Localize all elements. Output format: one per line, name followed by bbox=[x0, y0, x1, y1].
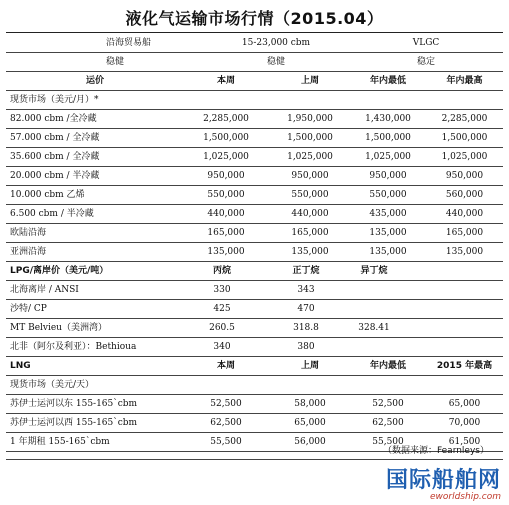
title-divider bbox=[6, 32, 503, 33]
this-week-value: 950,000 bbox=[207, 171, 245, 181]
this-week-value: 1,500,000 bbox=[203, 133, 249, 143]
last-week-value: 58,000 bbox=[294, 399, 326, 409]
n-butane-value: 380 bbox=[297, 342, 315, 352]
spot-section-title bbox=[6, 91, 503, 110]
year-high-value: 560,000 bbox=[445, 190, 484, 200]
col-this-week: 本周 bbox=[216, 361, 235, 371]
last-week-value: 1,025,000 bbox=[287, 152, 333, 162]
col-n-butane: 正丁烷 bbox=[292, 266, 320, 276]
row-label: 6.500 cbm / 半冷藏 bbox=[10, 209, 94, 219]
table-row bbox=[6, 395, 503, 414]
last-week-value: 1,500,000 bbox=[287, 133, 333, 143]
table-row bbox=[6, 205, 503, 224]
watermark-logo-text: 国际船舶网 bbox=[385, 468, 501, 493]
row-label: 20.000 cbm / 半冷藏 bbox=[10, 171, 100, 181]
year-high-value: 65,000 bbox=[448, 399, 481, 409]
year-high-value: 135,000 bbox=[445, 247, 484, 257]
row-label: 57.000 cbm / 全冷藏 bbox=[10, 133, 100, 143]
col-year-low: 年内最低 bbox=[369, 361, 406, 371]
this-week-value: 440,000 bbox=[207, 209, 245, 219]
col-last-week: 上周 bbox=[300, 361, 319, 371]
propane-value: 340 bbox=[213, 342, 231, 352]
year-high-value: 1,500,000 bbox=[441, 133, 488, 143]
year-low-value: 52,500 bbox=[372, 399, 404, 409]
year-low-value: 135,000 bbox=[369, 228, 407, 238]
table-row bbox=[6, 148, 503, 167]
last-week-value: 135,000 bbox=[291, 247, 329, 257]
last-week-value: 550,000 bbox=[291, 190, 329, 200]
propane-value: 260.5 bbox=[209, 323, 235, 333]
this-week-value: 2,285,000 bbox=[203, 114, 249, 124]
this-week-value: 135,000 bbox=[207, 247, 245, 257]
col-last-week: 上周 bbox=[300, 76, 319, 86]
lng-spot-title: 现货市场（美元/天） bbox=[10, 380, 95, 390]
n-butane-value: 343 bbox=[297, 285, 315, 295]
row-label: 苏伊士运河以西 155-165`cbm bbox=[10, 418, 138, 428]
row-label: 35.600 cbm / 全冷藏 bbox=[10, 152, 100, 162]
year-high-value: 1,025,000 bbox=[441, 152, 488, 162]
header-row-columns bbox=[6, 72, 503, 91]
row-label: 亚洲沿海 bbox=[10, 247, 47, 257]
table-row bbox=[6, 186, 503, 205]
this-week-value: 1,025,000 bbox=[203, 152, 249, 162]
last-week-value: 950,000 bbox=[291, 171, 329, 181]
table-row bbox=[6, 243, 503, 262]
header-coastal: 沿海贸易船 bbox=[106, 38, 152, 48]
n-butane-value: 318.8 bbox=[293, 323, 319, 333]
row-label: 82.000 cbm /全冷藏 bbox=[10, 114, 97, 124]
col-isobutane: 异丁烷 bbox=[360, 266, 388, 276]
year-low-value: 435,000 bbox=[369, 209, 407, 219]
col-year-high: 年内最高 bbox=[446, 76, 483, 86]
table-row bbox=[6, 224, 503, 243]
this-week-value: 52,500 bbox=[210, 399, 242, 409]
this-week-value: 55,500 bbox=[210, 437, 242, 447]
table-row bbox=[6, 110, 503, 129]
site-watermark bbox=[386, 470, 501, 502]
lng-title: LNG bbox=[10, 361, 31, 371]
trend-coastal: 稳健 bbox=[106, 57, 125, 67]
year-low-value: 1,025,000 bbox=[365, 152, 411, 162]
last-week-value: 165,000 bbox=[291, 228, 329, 238]
watermark-url: eworldship.com bbox=[429, 492, 501, 502]
col-this-week: 本周 bbox=[216, 76, 235, 86]
lpg-header-row bbox=[6, 262, 503, 281]
table-row bbox=[6, 319, 503, 338]
year-low-value: 1,500,000 bbox=[365, 133, 411, 143]
last-week-value: 56,000 bbox=[294, 437, 326, 447]
header-vlgc: VLGC bbox=[412, 38, 440, 48]
year-low-value: 135,000 bbox=[369, 247, 407, 257]
year-low-value: 1,430,000 bbox=[365, 114, 411, 124]
col-rate: 运价 bbox=[86, 76, 105, 86]
row-label: 10.000 cbm 乙烯 bbox=[10, 190, 85, 200]
trend-vlgc: 稳定 bbox=[416, 57, 435, 67]
row-label: MT Belvieu（美洲湾） bbox=[10, 323, 107, 333]
year-high-value: 950,000 bbox=[445, 171, 484, 181]
table-row bbox=[6, 414, 503, 433]
last-week-value: 65,000 bbox=[294, 418, 326, 428]
year-low-value: 950,000 bbox=[369, 171, 407, 181]
isobutane-value bbox=[344, 338, 404, 357]
row-label: 沙特/ CP bbox=[10, 304, 47, 314]
lng-header-row bbox=[6, 357, 503, 376]
this-week-value: 62,500 bbox=[210, 418, 242, 428]
header-row-vessel-type bbox=[6, 34, 503, 53]
header-row-trend bbox=[6, 53, 503, 72]
data-source: （数据来源：Fearnleys） bbox=[382, 446, 489, 456]
last-week-value: 440,000 bbox=[291, 209, 329, 219]
row-label: 苏伊士运河以东 155-165`cbm bbox=[10, 399, 138, 409]
col-propane: 丙烷 bbox=[212, 266, 231, 276]
year-low-value: 62,500 bbox=[372, 418, 404, 428]
this-week-value: 165,000 bbox=[207, 228, 245, 238]
year-high-value: 165,000 bbox=[445, 228, 484, 238]
lng-spot-section-title bbox=[6, 376, 503, 395]
table-row bbox=[6, 300, 503, 319]
this-week-value: 550,000 bbox=[207, 190, 245, 200]
header-size: 15-23,000 cbm bbox=[241, 38, 311, 48]
year-low-value: 550,000 bbox=[369, 190, 407, 200]
year-high-value: 61,500 bbox=[448, 437, 481, 447]
row-label: 1 年期租 155-165`cbm bbox=[10, 437, 110, 447]
row-label: 欧陆沿海 bbox=[10, 228, 47, 238]
table-row bbox=[6, 338, 503, 357]
col-year-low: 年内最低 bbox=[369, 76, 406, 86]
isobutane-value bbox=[344, 300, 404, 319]
isobutane-value bbox=[344, 281, 404, 300]
year-high-value: 2,285,000 bbox=[441, 114, 488, 124]
last-week-value: 1,950,000 bbox=[287, 114, 333, 124]
trend-size: 稳健 bbox=[266, 57, 285, 67]
row-label: 北海离岸 / ANSI bbox=[10, 285, 79, 295]
row-label: 北非（阿尔及利亚）：Bethioua bbox=[10, 342, 137, 352]
year-high-value: 440,000 bbox=[445, 209, 484, 219]
table-row bbox=[6, 281, 503, 300]
page-title: 液化气运输市场行情（2015.04） bbox=[125, 9, 384, 28]
table-row bbox=[6, 167, 503, 186]
propane-value: 425 bbox=[213, 304, 231, 314]
footer-divider bbox=[6, 459, 503, 460]
n-butane-value: 470 bbox=[297, 304, 315, 314]
table-row bbox=[6, 129, 503, 148]
col-2015-high: 2015 年最高 bbox=[436, 361, 493, 371]
year-high-value: 70,000 bbox=[448, 418, 481, 428]
propane-value: 330 bbox=[213, 285, 231, 295]
spot-title: 现货市场（美元/月）* bbox=[10, 95, 99, 105]
lpg-title: LPG/离岸价（美元/吨） bbox=[10, 266, 109, 276]
year-low-value: 55,500 bbox=[372, 437, 404, 447]
isobutane-value: 328.41 bbox=[358, 323, 390, 333]
